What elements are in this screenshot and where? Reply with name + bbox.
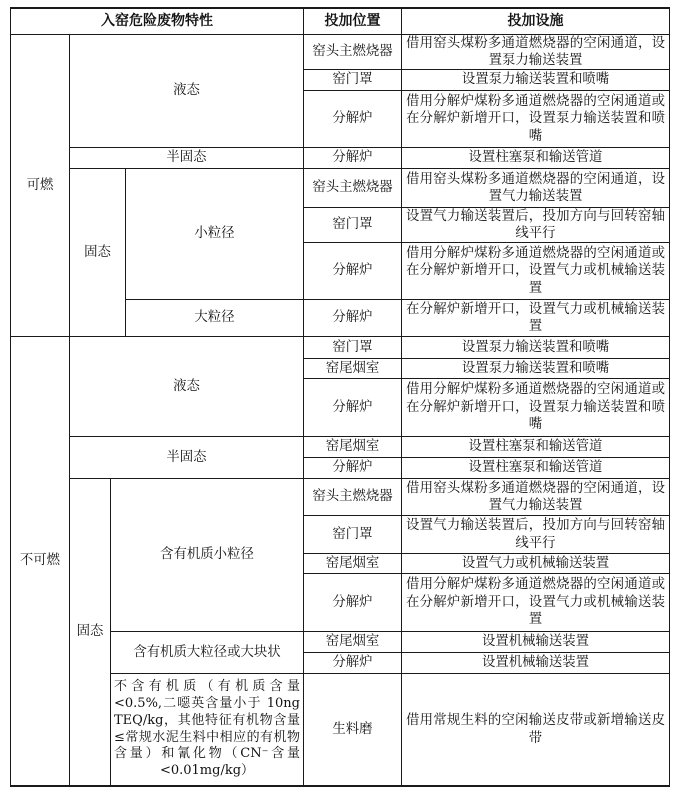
position-cell: 窑头主燃烧器 bbox=[312, 180, 393, 196]
position-cell: 窑门罩 bbox=[332, 72, 373, 88]
facility-cell: 借用分解炉煤粉多通道燃烧器的空闲通道或在分解炉新增开口，设置泵力输送装置和喷嘴 bbox=[406, 93, 665, 144]
size-large: 大粒径 bbox=[194, 310, 235, 326]
facility-cell: 借用窑头煤粉多通道燃烧器的空闲通道，设置泵力输送装置 bbox=[406, 35, 665, 68]
position-cell: 分解炉 bbox=[332, 150, 373, 166]
state-solid: 固态 bbox=[76, 624, 104, 640]
facility-cell: 借用常规生料的空闲输送皮带或新增输送皮带 bbox=[406, 713, 665, 746]
header-waste-properties: 入窑危险废物特性 bbox=[101, 12, 213, 29]
facility-cell: 设置气力输送装置后，投加方向与回转窑轴线平行 bbox=[406, 208, 665, 241]
facility-cell: 设置柱塞泵和输送管道 bbox=[468, 460, 603, 476]
state-liquid: 液态 bbox=[173, 378, 200, 394]
table-border-bottom bbox=[10, 785, 670, 787]
position-cell: 窑尾烟室 bbox=[325, 634, 380, 650]
facility-cell: 借用窑头煤粉多通道燃烧器的空闲通道，设置气力输送装置 bbox=[406, 480, 665, 513]
position-cell: 分解炉 bbox=[332, 655, 373, 671]
position-cell: 窑门罩 bbox=[332, 217, 373, 233]
facility-cell: 设置泵力输送装置和喷嘴 bbox=[461, 360, 610, 376]
position-cell: 分解炉 bbox=[332, 399, 373, 415]
facility-cell: 设置泵力输送装置和喷嘴 bbox=[461, 72, 610, 88]
position-cell: 生料磨 bbox=[332, 721, 373, 737]
state-liquid: 液态 bbox=[173, 83, 200, 99]
category-noncombustible: 不可燃 bbox=[19, 553, 61, 569]
facility-cell: 设置气力或机械输送装置 bbox=[461, 555, 610, 571]
facility-cell: 借用分解炉煤粉多通道燃烧器的空闲通道或在分解炉新增开口，设置泵力输送装置和喷嘴 bbox=[406, 382, 665, 433]
size-organic-small: 含有机质小粒径 bbox=[160, 547, 254, 563]
facility-cell: 设置泵力输送装置和喷嘴 bbox=[461, 339, 610, 355]
size-no-organic: 不含有机质（有机质含量<0.5%,二噁英含量小于 10ng TEQ/kg，其他特征有机物含量≤常规水泥生料中相应的有机物含量）和氰化物（CN⁻含量<0.01mg/kg） bbox=[114, 679, 300, 779]
facility-cell: 设置柱塞泵和输送管道 bbox=[468, 439, 603, 455]
position-cell: 分解炉 bbox=[332, 460, 373, 476]
position-cell: 窑尾烟室 bbox=[325, 555, 380, 571]
size-small: 小粒径 bbox=[194, 226, 235, 242]
facility-cell: 借用窑头煤粉多通道燃烧器的空闲通道，设置气力输送装置 bbox=[406, 171, 665, 204]
table-border-right bbox=[669, 7, 670, 787]
facility-cell: 借用分解炉煤粉多通道燃烧器的空闲通道或在分解炉新增开口，设置气力或机械输送装置 bbox=[406, 245, 665, 296]
position-cell: 窑尾烟室 bbox=[325, 360, 380, 376]
size-organic-large: 含有机质大粒径或大块状 bbox=[133, 644, 281, 660]
facility-cell: 设置机械输送装置 bbox=[481, 634, 590, 650]
position-cell: 窑尾烟室 bbox=[325, 439, 380, 455]
facility-cell: 设置柱塞泵和输送管道 bbox=[468, 150, 603, 166]
facility-cell: 借用分解炉煤粉多通道燃烧器的空闲通道或在分解炉新增开口，设置气力或机械输送装置 bbox=[406, 577, 665, 628]
category-combustible: 可燃 bbox=[26, 177, 54, 193]
facility-cell: 设置机械输送装置 bbox=[481, 655, 590, 671]
state-solid: 固态 bbox=[84, 244, 111, 260]
position-cell: 窑门罩 bbox=[332, 526, 373, 542]
position-cell: 分解炉 bbox=[332, 263, 373, 279]
position-cell: 分解炉 bbox=[332, 111, 373, 127]
position-cell: 窑头主燃烧器 bbox=[312, 44, 393, 60]
facility-cell: 设置气力输送装置后，投加方向与回转窑轴线平行 bbox=[406, 518, 665, 551]
position-cell: 分解炉 bbox=[332, 310, 373, 326]
state-semisolid: 半固态 bbox=[166, 150, 207, 166]
position-cell: 窑头主燃烧器 bbox=[312, 489, 393, 505]
header-feeding-position: 投加位置 bbox=[324, 12, 381, 29]
position-cell: 窑门罩 bbox=[332, 339, 373, 355]
position-cell: 分解炉 bbox=[332, 594, 373, 610]
state-semisolid: 半固态 bbox=[166, 449, 207, 465]
header-feeding-facility: 投加设施 bbox=[507, 12, 564, 29]
facility-cell: 在分解炉新增开口，设置气力或机械输送装置 bbox=[406, 301, 665, 334]
